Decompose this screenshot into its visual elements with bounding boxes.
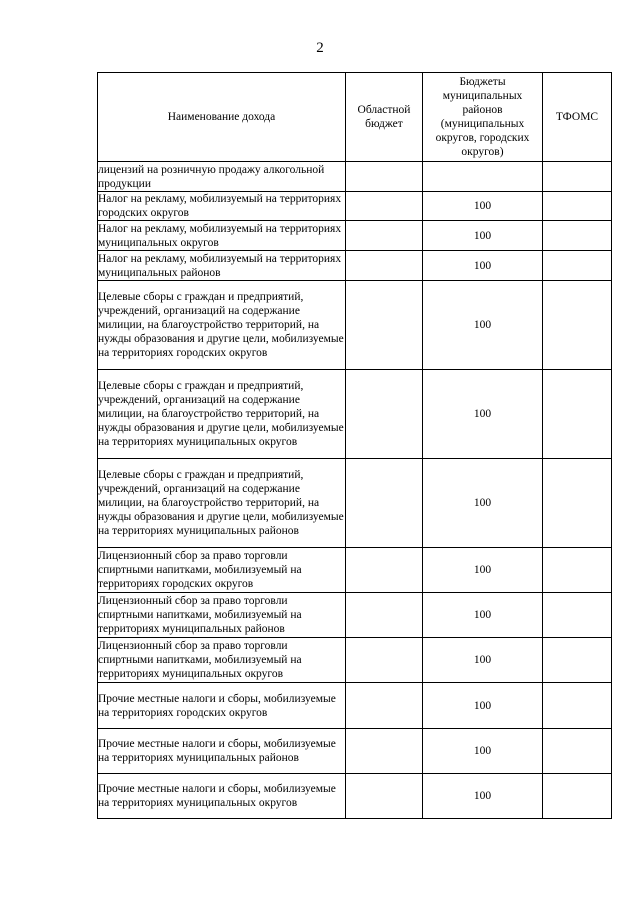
- municipal-budget-cell: 100: [423, 729, 543, 774]
- municipal-budget-cell: 100: [423, 281, 543, 370]
- revenue-name-cell: Налог на рекламу, мобилизуемый на территориях муниципальных округов: [98, 221, 346, 251]
- regional-budget-cell: [346, 593, 423, 638]
- table-row: [98, 683, 612, 729]
- tfoms-cell: [543, 221, 612, 251]
- revenue-name-cell: Налог на рекламу, мобилизуемый на территориях городских округов: [98, 192, 346, 221]
- tfoms-cell: [543, 192, 612, 221]
- header-municipal-budgets: Бюджеты муниципальных районов (муниципальных округов, городских округов): [423, 73, 543, 162]
- tfoms-cell: [543, 548, 612, 593]
- municipal-budget-cell: 100: [423, 638, 543, 683]
- page-number: 2: [316, 40, 324, 56]
- municipal-budget-cell: 100: [423, 774, 543, 819]
- header-tfoms: ТФОМС: [543, 73, 612, 162]
- regional-budget-cell: [346, 251, 423, 281]
- revenue-name-cell: Целевые сборы с граждан и предприятий, учреждений, организаций на содержание милиции, на благоустройство территорий, на нужды образования и другие цели, мобилизуемые на территориях муниципальных округов: [98, 370, 346, 459]
- table-header-row: [98, 73, 612, 162]
- municipal-budget-cell: 100: [423, 370, 543, 459]
- regional-budget-cell: [346, 638, 423, 683]
- table-row: [98, 638, 612, 683]
- tfoms-cell: [543, 638, 612, 683]
- regional-budget-cell: [346, 548, 423, 593]
- revenue-name-cell: Прочие местные налоги и сборы, мобилизуемые на территориях муниципальных округов: [98, 774, 346, 819]
- tfoms-cell: [543, 774, 612, 819]
- municipal-budget-cell: 100: [423, 548, 543, 593]
- table-row: [98, 548, 612, 593]
- revenue-name-cell: Целевые сборы с граждан и предприятий, учреждений, организаций на содержание милиции, на благоустройство территорий, на нужды образования и другие цели, мобилизуемые на территориях муниципальных районов: [98, 459, 346, 548]
- table-row: [98, 370, 612, 459]
- municipal-budget-cell: 100: [423, 251, 543, 281]
- tfoms-cell: [543, 729, 612, 774]
- table-row: [98, 162, 612, 192]
- regional-budget-cell: [346, 729, 423, 774]
- regional-budget-cell: [346, 281, 423, 370]
- municipal-budget-cell: 100: [423, 192, 543, 221]
- municipal-budget-cell: 100: [423, 593, 543, 638]
- revenue-name-cell: Прочие местные налоги и сборы, мобилизуемые на территориях муниципальных районов: [98, 729, 346, 774]
- municipal-budget-cell: 100: [423, 683, 543, 729]
- revenue-name-cell: Лицензионный сбор за право торговли спиртными напитками, мобилизуемый на территориях городских округов: [98, 548, 346, 593]
- tfoms-cell: [543, 251, 612, 281]
- tfoms-cell: [543, 370, 612, 459]
- tfoms-cell: [543, 459, 612, 548]
- regional-budget-cell: [346, 683, 423, 729]
- regional-budget-cell: [346, 774, 423, 819]
- municipal-budget-cell: 100: [423, 221, 543, 251]
- tfoms-cell: [543, 162, 612, 192]
- revenue-name-cell: Целевые сборы с граждан и предприятий, учреждений, организаций на содержание милиции, на благоустройство территорий, на нужды образования и другие цели, мобилизуемые на территориях городских округов: [98, 281, 346, 370]
- regional-budget-cell: [346, 459, 423, 548]
- revenue-name-cell: Лицензионный сбор за право торговли спиртными напитками, мобилизуемый на территориях муниципальных районов: [98, 593, 346, 638]
- revenue-distribution-table: [97, 72, 612, 819]
- regional-budget-cell: [346, 221, 423, 251]
- header-regional-budget: Областной бюджет: [346, 73, 423, 162]
- regional-budget-cell: [346, 192, 423, 221]
- header-revenue-name: Наименование дохода: [98, 73, 346, 162]
- revenue-name-cell: лицензий на розничную продажу алкогольной продукции: [98, 162, 346, 192]
- tfoms-cell: [543, 683, 612, 729]
- revenue-name-cell: Лицензионный сбор за право торговли спиртными напитками, мобилизуемый на территориях муниципальных округов: [98, 638, 346, 683]
- table-row: [98, 251, 612, 281]
- table-row: [98, 729, 612, 774]
- table-row: [98, 774, 612, 819]
- table-row: [98, 192, 612, 221]
- table-row: [98, 221, 612, 251]
- revenue-name-cell: Налог на рекламу, мобилизуемый на территориях муниципальных районов: [98, 251, 346, 281]
- table-row: [98, 459, 612, 548]
- regional-budget-cell: [346, 370, 423, 459]
- municipal-budget-cell: 100: [423, 459, 543, 548]
- table-row: [98, 281, 612, 370]
- table-row: [98, 593, 612, 638]
- municipal-budget-cell: [423, 162, 543, 192]
- table-body: [98, 162, 612, 819]
- regional-budget-cell: [346, 162, 423, 192]
- revenue-name-cell: Прочие местные налоги и сборы, мобилизуемые на территориях городских округов: [98, 683, 346, 729]
- tfoms-cell: [543, 281, 612, 370]
- tfoms-cell: [543, 593, 612, 638]
